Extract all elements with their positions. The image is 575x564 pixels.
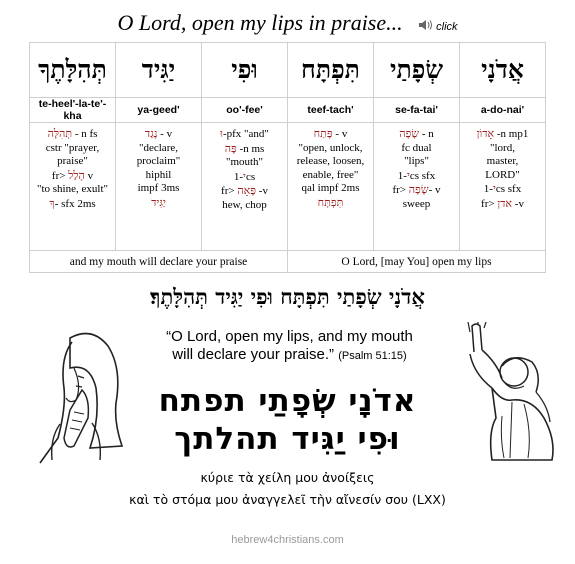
grammar-gloss <box>202 123 288 251</box>
speaker-icon[interactable] <box>418 19 434 31</box>
gloss-hebrew: י <box>243 169 246 183</box>
translation-left: and my mouth will declare your praise <box>30 251 288 273</box>
title-text: O Lord, open my lips in praise... <box>117 10 403 35</box>
gloss-line: "declare, <box>139 141 178 154</box>
gloss-line <box>118 196 199 211</box>
gloss-hebrew: שָׂפָה <box>399 127 420 140</box>
gloss-hebrew: וּ <box>220 127 223 140</box>
gloss-line: שָׂפָה - n <box>399 127 434 140</box>
gloss-line: fr> הָלַל v <box>51 168 94 182</box>
gloss-line: י-1cs sfx <box>397 168 436 182</box>
quote-line-2-wrap <box>112 346 467 365</box>
transliteration-row <box>30 98 546 123</box>
gloss-line: פֶּה -n ms <box>224 141 265 155</box>
gloss-line: impf 3ms <box>137 182 180 194</box>
gloss-line: sweep <box>402 197 431 210</box>
gloss-hebrew: הָלַל <box>68 168 85 182</box>
transliteration: se-fa-tai' <box>374 98 460 123</box>
transliteration: teef-tach' <box>288 98 374 123</box>
gloss-hebrew: אדן <box>497 196 513 210</box>
gloss-line: fr> שָׂפָה- v <box>392 183 441 196</box>
gloss-hebrew: תְּהִלָּה <box>47 127 73 140</box>
gloss-line: LORD" <box>485 168 520 181</box>
gloss-line: hiphil <box>145 168 172 181</box>
gloss-line: cstr "prayer, <box>45 141 100 154</box>
gloss-line: fr> פָּאָה -v <box>221 184 268 197</box>
verse-hebrew: אֲדֹנָי שְׂפָתַי תִּפְתָּח וּפִי יַגִּיד תְּהִלָּתֶךָ׃ <box>150 284 425 309</box>
raised-hands-illustration <box>452 322 562 462</box>
gloss-line: fc dual <box>401 141 432 154</box>
gloss-line: י-1cs sfx <box>483 182 522 195</box>
translation-right: O Lord, [may You] open my lips <box>288 251 546 273</box>
translation-row <box>30 251 546 273</box>
audio-click-link[interactable]: click <box>436 21 458 33</box>
transliteration: ya-geed' <box>116 98 202 123</box>
quote-reference: (Psalm 51:15) <box>338 350 407 362</box>
hebrew-word: וּפִי <box>202 43 288 98</box>
gloss-line: release, loosen, <box>296 155 365 167</box>
gloss-line: hew, chop <box>222 198 267 211</box>
gloss-line: תְּהִלָּה - n fs <box>47 127 98 140</box>
grammar-gloss <box>374 123 460 251</box>
gloss-hebrew: פָּתַח <box>313 127 333 140</box>
gloss-line: "lord, <box>490 141 515 154</box>
transliteration: te-heel'-la-te'-kha <box>30 98 116 123</box>
grammar-gloss <box>460 123 546 251</box>
gloss-hebrew: פָּאָה <box>237 184 257 197</box>
gloss-line: praise" <box>57 155 88 167</box>
praying-woman-illustration <box>30 328 130 468</box>
quote-line-1: “O Lord, open my lips, and my mouth <box>166 328 413 345</box>
transliteration: a-do-nai' <box>460 98 546 123</box>
gloss-hebrew: י <box>492 182 496 195</box>
gloss-hebrew: נָגַד <box>144 127 158 140</box>
gloss-hebrew: פֶּה <box>224 141 237 155</box>
gloss-line: master, <box>486 155 519 167</box>
word-breakdown-table <box>29 42 546 273</box>
hebrew-word-row <box>30 43 546 98</box>
gloss-line: "mouth" <box>225 156 264 168</box>
gloss-hebrew: שָׂפָה <box>408 183 429 196</box>
grammar-gloss <box>116 123 202 251</box>
gloss-row <box>30 123 546 251</box>
gloss-hebrew: יַגִּיד <box>151 195 166 209</box>
gloss-line: פָּתַח - v <box>313 127 348 140</box>
hebrew-word: יַגִּיד <box>116 43 202 98</box>
hebrew-word: אֲדֹנָי <box>460 43 546 98</box>
gloss-line: ךָ- sfx 2ms <box>49 196 96 210</box>
gloss-line <box>290 196 371 211</box>
page-title <box>0 10 575 36</box>
greek-line-2: καὶ τὸ στόμα μου ἀναγγελεῖ τὴν αἴνεσίν σου (LXX) <box>129 492 446 507</box>
transliteration: oo'-fee' <box>202 98 288 123</box>
site-credit: hebrew4christians.com <box>231 534 344 546</box>
gloss-line: "open, unlock, <box>298 141 363 154</box>
big-hebrew-line-1: אדֹנָי שְׂפָתַי תפתח <box>158 383 417 419</box>
big-hebrew-line-2: וּפִי יַגִּיד תהלתך <box>174 421 401 457</box>
quote-line-2: will declare your praise.” <box>172 346 335 363</box>
gloss-line: enable, free" <box>302 168 359 181</box>
gloss-hebrew: ךָ <box>49 196 55 210</box>
hebrew-word: שְׂפָתַי <box>374 43 460 98</box>
hebrew-word: תְּהִלָּתֶךָ <box>30 43 116 98</box>
gloss-hebrew: תִּפְתָּח <box>317 195 344 209</box>
greek-line-1: κύριε τὰ χείλη μου ἀνοίξεις <box>200 470 375 485</box>
gloss-line: fr> אדן -v <box>481 196 524 210</box>
gloss-line: proclaim" <box>136 155 181 167</box>
gloss-line: "to shine, exult" <box>36 183 108 195</box>
hebrew-word: תִּפְתָּח <box>288 43 374 98</box>
grammar-gloss <box>288 123 374 251</box>
gloss-hebrew: אָדוֹן <box>476 127 495 140</box>
gloss-line: נָגַד - v <box>144 127 173 140</box>
gloss-line: "lips" <box>404 155 429 167</box>
gloss-line: י-1cs <box>233 169 256 183</box>
grammar-gloss <box>30 123 116 251</box>
english-quote <box>112 328 467 365</box>
gloss-hebrew: י <box>406 168 410 182</box>
gloss-line: qal impf 2ms <box>301 182 360 194</box>
gloss-line: אָדוֹן -n mp1 <box>476 127 529 140</box>
gloss-line: וּ-pfx "and" <box>220 127 269 140</box>
